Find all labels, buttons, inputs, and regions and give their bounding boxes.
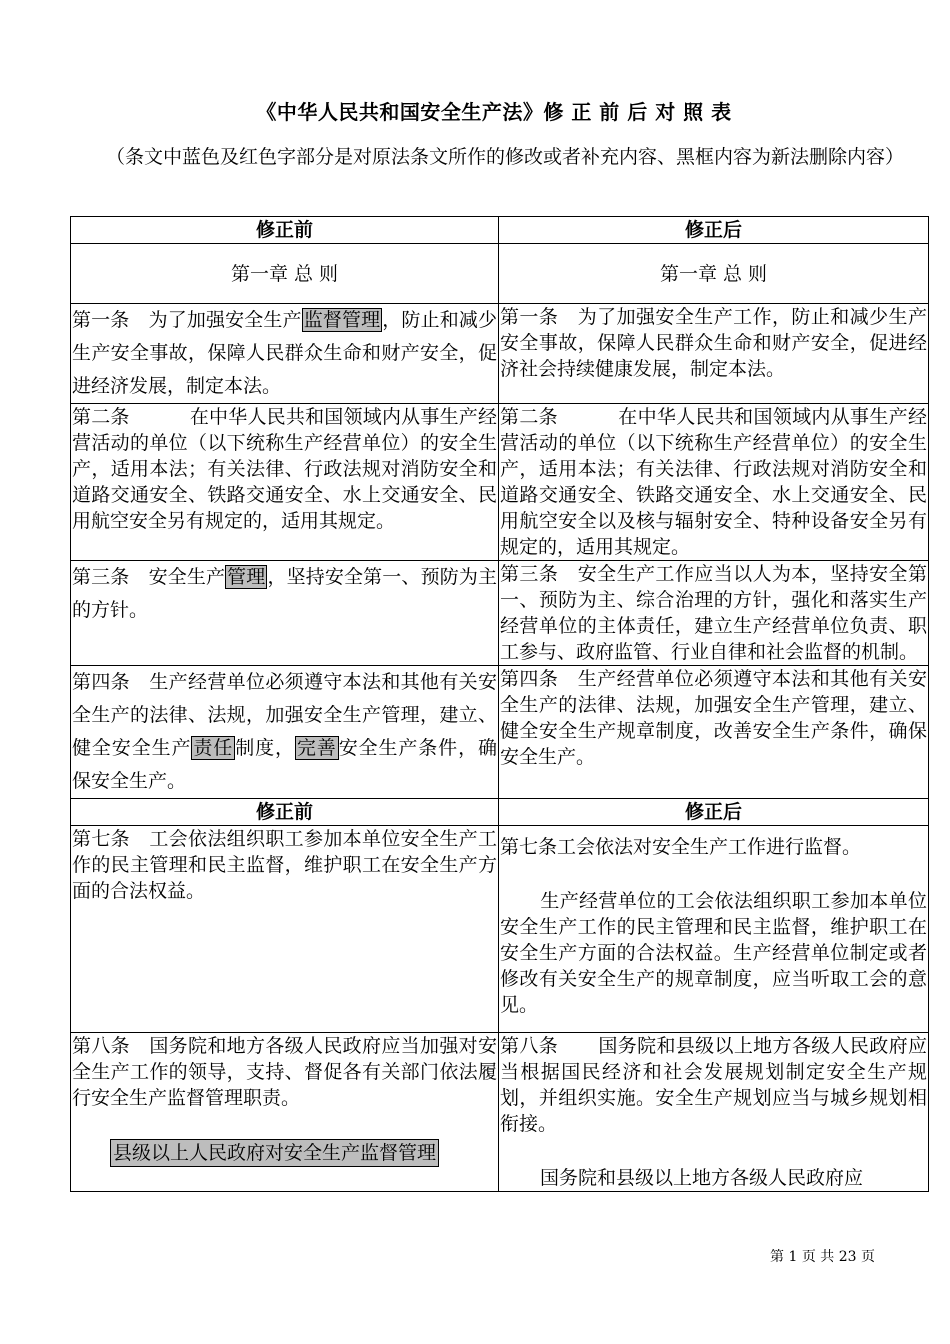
article-2-before-label: 第二条	[72, 406, 130, 428]
article-3-before	[71, 561, 499, 666]
article-4-before-text: 第四条 生产经营单位必须遵守本法和其他有关安全生产的法律、法规，加强安全生产管理，建立、健全安全生产	[72, 671, 497, 759]
article-7-after	[499, 826, 929, 1033]
article-2-after	[499, 404, 929, 561]
article-3-before-text-2: ，坚持安全第一、预防为主的方针。	[72, 566, 497, 621]
document-title: 《中华人民共和国安全生产法》修 正 前 后 对 照 表	[256, 100, 732, 124]
deleted-text: 管理	[227, 566, 266, 588]
table-header-row-2	[71, 799, 929, 826]
article-1-before	[71, 304, 499, 404]
article-8-after	[499, 1033, 929, 1192]
header-before-2: 修正前	[71, 799, 499, 826]
table-row-article-1	[71, 304, 929, 404]
article-7-after-para-2-text: 生产经营单位的工会依法组织职工参加本单位安全生产工作的民主管理和民主监督，维护职工在安全生产方面的合法权益。生产经营单位制定或者修改有关安全生产的规章制度，应当听取工会的意见。	[500, 890, 927, 1016]
article-8-after-para-2	[500, 1165, 927, 1191]
article-3-after: 第三条 安全生产工作应当以人为本，坚持安全第一、预防为主、综合治理的方针，强化和落实生产经营单位的主体责任，建立生产经营单位负责、职工参与、政府监管、行业自律和社会监督的机制。	[499, 561, 929, 666]
article-7-after-para-1: 第七条工会依法对安全生产工作进行监督。	[500, 836, 862, 858]
article-2-after-label: 第二条	[500, 406, 558, 428]
header-after: 修正后	[499, 217, 929, 244]
article-2-before	[71, 404, 499, 561]
chapter-after: 第一章 总 则	[499, 244, 929, 304]
table-row-article-8	[71, 1033, 929, 1192]
table-header-row	[71, 217, 929, 244]
table-row-article-2	[71, 404, 929, 561]
article-8-after-para-1	[500, 1033, 927, 1137]
deleted-text: 责任	[193, 737, 234, 759]
article-7-after-para-2	[500, 888, 927, 1018]
article-4-after: 第四条 生产经营单位必须遵守本法和其他有关安全生产的法律、法规，加强安全生产管理，建立、健全安全生产规章制度，改善安全生产条件，确保安全生产。	[499, 666, 929, 799]
article-8-after-text: 国务院和县级以上地方各级人民政府应当根据国民经济和社会发展规划制定安全生产规划，并组织实施。安全生产规划应当与城乡规划相衔接。	[500, 1035, 927, 1135]
article-1-after: 第一条 为了加强安全生产工作，防止和减少生产安全事故，保障人民群众生命和财产安全，促进经济社会持续健康发展，制定本法。	[499, 304, 929, 404]
table-row-article-7	[71, 826, 929, 1033]
article-8-before-text: 第八条 国务院和地方各级人民政府应当加强对安全生产工作的领导，支持、督促各有关部门依法履行安全生产监督管理职责。	[72, 1035, 497, 1109]
article-8-after-text-2: 国务院和县级以上地方各级人民政府应	[540, 1167, 864, 1189]
article-8-before	[71, 1033, 499, 1192]
article-1-before-text-2: ，防止和减少生产安全事故，保障人民群众生命和财产安全，促进经济发展，制定本法。	[72, 309, 497, 397]
article-1-before-text: 第一条 为了加强安全生产	[72, 309, 302, 331]
article-7-before: 第七条 工会依法组织职工参加本单位安全生产工作的民主管理和民主监督，维护职工在安全生产方面的合法权益。	[71, 826, 499, 1033]
table-row-article-3	[71, 561, 929, 666]
comparison-table	[70, 216, 929, 1192]
article-4-before	[71, 666, 499, 799]
article-4-before-text-2: 制度，	[235, 737, 295, 759]
deleted-text: 监督管理	[303, 309, 381, 331]
article-8-after-label: 第八条	[500, 1035, 559, 1057]
deleted-text: 完善	[296, 737, 337, 759]
article-4-before-text-3: 安全生产条件，确保安全生产。	[72, 737, 497, 792]
header-before: 修正前	[71, 217, 499, 244]
chapter-before: 第一章 总 则	[71, 244, 499, 304]
table-row-article-4	[71, 666, 929, 799]
article-2-after-text: 在中华人民共和国领域内从事生产经营活动的单位（以下统称生产经营单位）的安全生产，适用本法；有关法律、行政法规对消防安全和道路交通安全、铁路交通安全、水上交通安全、民用航空安全以及核与辐射安全、特种设备安全另有规定的，适用其规定。	[500, 406, 927, 558]
deleted-text: 县级以上人民政府对安全生产监督管理	[110, 1139, 439, 1167]
document-subtitle: （条文中蓝色及红色字部分是对原法条文所作的修改或者补充内容、黑框内容为新法删除内容）	[105, 146, 904, 168]
article-2-before-text: 在中华人民共和国领域内从事生产经营活动的单位（以下统称生产经营单位）的安全生产，适用本法；有关法律、行政法规对消防安全和道路交通安全、铁路交通安全、水上交通安全、民用航空安全另有规定的，适用其规定。	[72, 406, 497, 532]
chapter-row	[71, 244, 929, 304]
header-after-2: 修正后	[499, 799, 929, 826]
article-3-before-text: 第三条 安全生产	[72, 566, 226, 588]
page-footer: 第 1 页 共 23 页	[770, 1249, 875, 1265]
